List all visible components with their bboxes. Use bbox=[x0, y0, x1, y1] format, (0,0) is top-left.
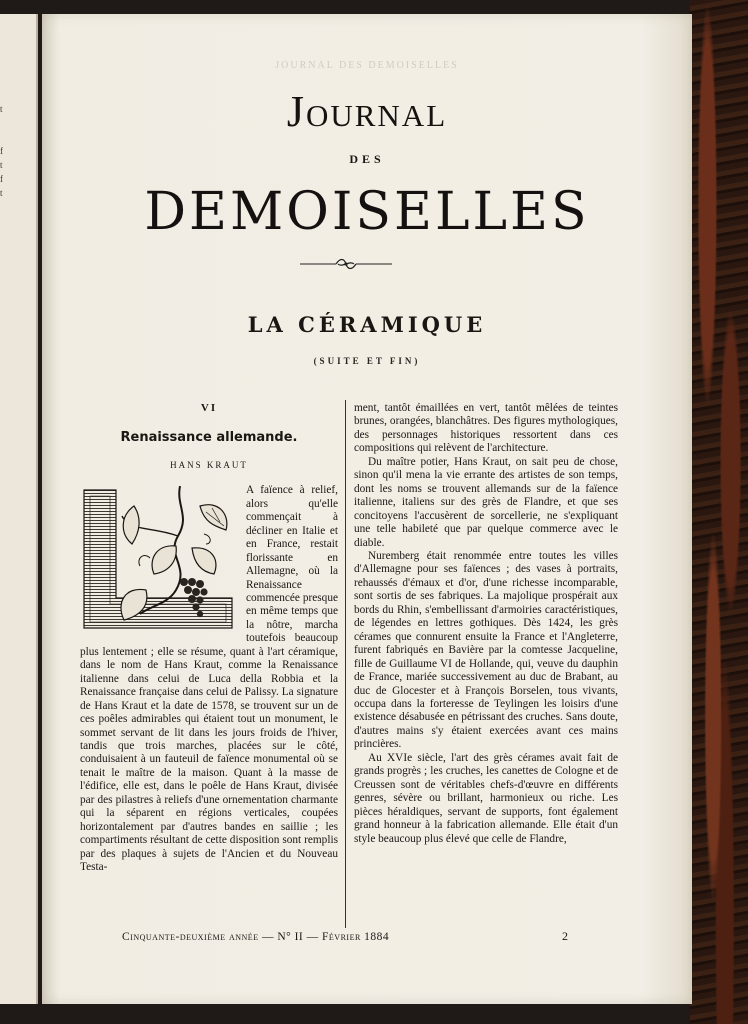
right-column-paragraph: ment, tantôt émaillées en vert, tantôt mêlées de teintes brunes, orangées, blanchâtres. Des figures mythologiques, des personnages historiques ressortent dans ces compositions qui relèvent de l'architecture. bbox=[354, 402, 618, 455]
ornament-divider-icon bbox=[298, 258, 394, 270]
issue-footer: Cinquante-deuxième année — N° II — Février 1884 bbox=[122, 931, 390, 943]
left-column-paragraph: A faïence à relief, alors qu'elle commençait à décliner en Italie et en France, restait florissante en Allemagne, où la Renaissance commencée presque en même temps que la nôtre, marcha toutefois beaucoup plus lentement ; elle se résume, quant à l'art céramique, dans le nom de Hans Kraut, comme la Renaissance italienne dans celui de Luca della Robbia et la Renaissance française dans celui de Palissy. La signature de Hans Kraut et la date de 1578, se trouvent sur un de ces poêles admirables qui étaient tout un monument, le sommet servant de lit dans les jours froids de l'hiver, tandis que trois marches, placées sur le côté, conduisaient à un fauteuil de faïence monumental où se tenait le maître de la maison. Quant à la masse de l'édifice, elle est, dans le poêle de Hans Kraut, divisée par des pilastres à reliefs d'une ornementation charmante qui la séparent en régions verticales, coupées horizontalement par d'autres bandes en saillie ; les compartiments résultant de cette disposition sont remplis par des plaques à sujets de l'Ancien et du Nouveau Testa- bbox=[80, 484, 338, 874]
adjacent-page-fragment: f bbox=[0, 174, 3, 184]
right-column-paragraph: Nuremberg était renommée entre toutes les villes d'Allemagne pour ses faïences ; des vases à portraits, rehaussés d'émaux et d'or, d'une richesse incomparable, sont sortis de ses fabriques. La majolique prospérait aux bords du Rhin, s'embellissant d'armoiries caractéristiques, de légendes en lettres gothiques. Dès 1424, les grès cérames que connurent ensuite la France et l'Angleterre, furent fabriqués en Bavière par la comtesse Jacqueline, fille de Guillaume VI de Hollande, qui, veuve du dauphin de France, mariée successivement au duc de Brabant, au duc de Glocester et à François Borselen, tous vivants, occupa dans la forteresse de Teylingen les loisirs d'une existence désabusée en pétrissant des cruches. Sans doute, d'autres mains s'y étaient exercées avant ces mains princières. bbox=[354, 549, 618, 751]
masthead-des: DES bbox=[349, 152, 385, 166]
section-heading: Renaissance allemande. bbox=[120, 430, 298, 446]
illuminated-initial-l-icon bbox=[80, 486, 236, 632]
adjacent-page-fragment: f bbox=[0, 146, 3, 156]
page-number: 2 bbox=[562, 929, 568, 943]
adjacent-page-fragment: t bbox=[0, 160, 3, 170]
book-binding-edge bbox=[690, 0, 748, 1024]
right-column-paragraph: Au XVIe siècle, l'art des grès cérames avait fait de grands progrès ; les cruches, les canettes de Cologne et de Creussen sont de véritables chefs-d'œuvre en différents genres, sévère ou brillant, harmonieux ou riche. Les pièces héraldiques, servant de supports, font également grand honneur à la fabrication allemande. Elle était d'un style beaucoup plus élevé que celle de Flandre, bbox=[354, 751, 618, 845]
right-column-paragraph: Du maître potier, Hans Kraut, on sait peu de chose, sinon qu'il mena la vie errante des artistes de son temps, dont les noms se trouvent allemands sur de la faïence italienne, italiens sur des grès de Flandre, et que ses concitoyens l'accusèrent de sorcellerie, ne s'expliquant une telle habileté que par quelque commerce avec le diable. bbox=[354, 455, 618, 549]
adjacent-page-fragment: t bbox=[0, 188, 3, 198]
article-column-right bbox=[354, 402, 618, 846]
article-title: LA CÉRAMIQUE bbox=[247, 312, 487, 337]
magazine-page bbox=[42, 14, 692, 1004]
column-divider bbox=[345, 400, 346, 928]
adjacent-page-edge bbox=[0, 14, 38, 1004]
section-author: HANS KRAUT bbox=[170, 459, 248, 470]
adjacent-page-fragment: t bbox=[0, 104, 3, 114]
masthead-demoiselles: DEMOISELLES bbox=[144, 182, 590, 242]
section-number: VI bbox=[200, 402, 218, 414]
article-column-left bbox=[80, 402, 338, 875]
masthead-journal: Journal bbox=[286, 87, 448, 136]
bleed-through-running-head: JOURNAL DES DEMOISELLES bbox=[275, 60, 459, 71]
article-subtitle: (SUITE ET FIN) bbox=[313, 356, 421, 366]
